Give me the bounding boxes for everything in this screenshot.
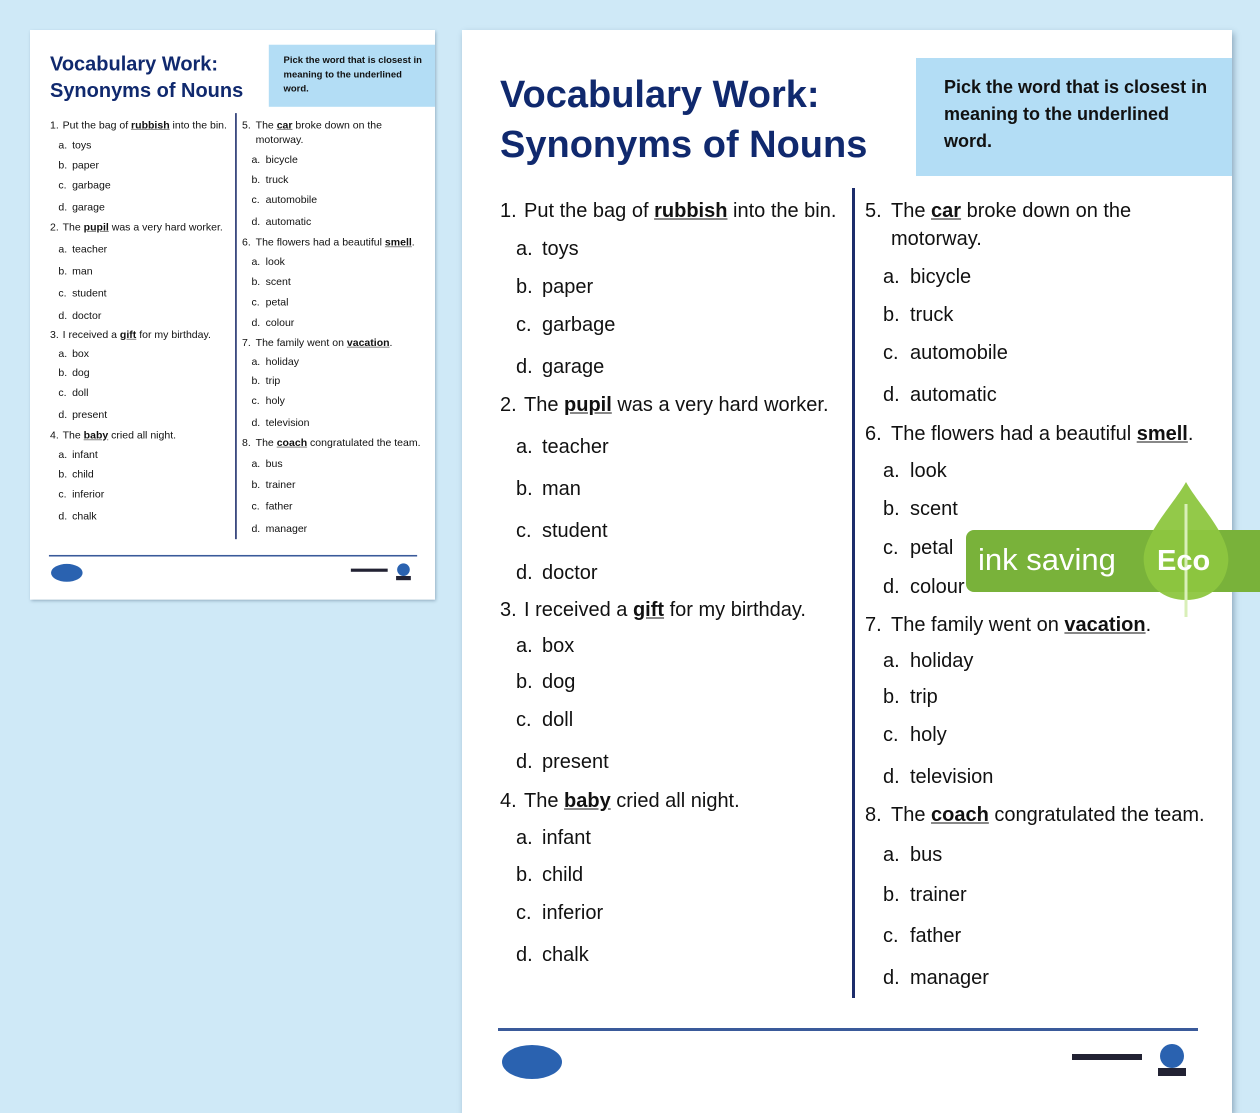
answer-option[interactable] xyxy=(516,475,581,503)
question-post: . xyxy=(1145,614,1152,636)
option-text: scent xyxy=(265,276,291,288)
question-number: 7. xyxy=(865,614,882,636)
option-text: automobile xyxy=(910,342,1008,364)
option-text: bus xyxy=(910,844,943,866)
option-text: father xyxy=(910,925,962,947)
option-text: garage xyxy=(72,201,105,214)
answer-option[interactable] xyxy=(516,559,598,587)
answer-option[interactable] xyxy=(516,353,605,381)
question-number: 5. xyxy=(865,200,882,222)
option-text: automatic xyxy=(265,216,312,228)
underlined-word: rubbish xyxy=(131,119,170,131)
option-text: paper xyxy=(542,276,594,298)
option-letter: a. xyxy=(516,827,533,849)
option-text: teacher xyxy=(542,436,609,458)
instruction-box: Pick the word that is closest in meaning to the underlined word. xyxy=(269,45,435,107)
option-text: bicycle xyxy=(910,266,972,288)
question-number: 2. xyxy=(500,394,517,416)
option-text: truck xyxy=(265,174,289,186)
option-letter: d. xyxy=(516,562,533,584)
question-pre: I received a xyxy=(62,329,120,341)
option-letter: c. xyxy=(58,387,67,399)
option-text: doctor xyxy=(72,309,102,322)
question-text xyxy=(256,235,415,250)
option-letter: c. xyxy=(516,709,532,731)
option-letter: b. xyxy=(516,276,533,298)
option-text: paper xyxy=(72,159,99,171)
option-text: toys xyxy=(542,238,579,260)
option-letter: b. xyxy=(883,686,900,708)
answer-option[interactable] xyxy=(58,200,105,215)
option-text: present xyxy=(72,409,108,421)
option-text: garbage xyxy=(542,314,616,336)
option-text: present xyxy=(542,751,609,773)
option-letter: c. xyxy=(883,342,899,364)
option-letter: b. xyxy=(58,159,68,171)
underlined-word: smell xyxy=(1136,423,1188,445)
question-pre: The family went on xyxy=(255,337,347,349)
answer-option[interactable] xyxy=(251,173,289,188)
option-text: garbage xyxy=(72,179,111,191)
underlined-word: coach xyxy=(931,804,989,826)
option-text: inferior xyxy=(542,902,604,924)
answer-option[interactable] xyxy=(883,339,1008,367)
answer-option[interactable] xyxy=(251,355,299,370)
question-text xyxy=(524,596,806,624)
option-letter: a. xyxy=(883,844,900,866)
option-letter: d. xyxy=(58,309,68,322)
question-number: 2. xyxy=(49,221,59,234)
answer-option[interactable] xyxy=(883,964,989,992)
question-post: broke down on the motorway. xyxy=(891,200,1132,250)
underlined-word: rubbish xyxy=(654,200,728,222)
option-text: box xyxy=(542,635,575,657)
option-text: trip xyxy=(910,686,938,708)
option-text: bus xyxy=(265,458,283,470)
answer-option[interactable] xyxy=(883,841,943,869)
question-post: congratulated the team. xyxy=(988,804,1205,826)
question-number: 6. xyxy=(865,423,882,445)
option-text: petal xyxy=(910,537,954,559)
option-text: teacher xyxy=(72,243,108,256)
option-text: chalk xyxy=(542,944,589,966)
option-text: holiday xyxy=(265,356,299,368)
footer-rule xyxy=(49,555,417,557)
option-letter: c. xyxy=(251,395,260,407)
answer-option[interactable] xyxy=(516,632,575,660)
option-text: infant xyxy=(542,827,591,849)
answer-option[interactable] xyxy=(883,495,958,523)
option-letter: d. xyxy=(883,384,900,406)
question-number: 1. xyxy=(500,200,517,222)
option-text: man xyxy=(72,265,93,278)
option-text: father xyxy=(265,500,293,513)
option-text: petal xyxy=(265,296,289,309)
answer-option[interactable] xyxy=(251,153,298,168)
answer-option[interactable] xyxy=(251,521,308,536)
option-letter: c. xyxy=(516,314,532,336)
answer-option[interactable] xyxy=(516,824,591,852)
option-letter: d. xyxy=(251,522,261,535)
option-text: look xyxy=(265,256,285,268)
option-letter: d. xyxy=(516,751,533,773)
answer-option[interactable] xyxy=(516,235,579,263)
answer-option[interactable] xyxy=(251,275,291,290)
option-text: student xyxy=(72,287,107,300)
option-text: doll xyxy=(542,709,574,731)
option-letter: b. xyxy=(883,304,900,326)
option-letter: d. xyxy=(883,766,900,788)
title-line: Vocabulary Work: xyxy=(500,74,820,116)
answer-option[interactable] xyxy=(883,763,994,791)
answer-option[interactable] xyxy=(883,263,972,291)
question-post: was a very hard worker. xyxy=(108,221,223,234)
answer-option[interactable] xyxy=(58,487,105,502)
question-post: into the bin. xyxy=(169,119,227,131)
answer-option[interactable] xyxy=(516,706,574,734)
instruction-box: Pick the word that is closest in meaning to the underlined word. xyxy=(916,58,1232,176)
question-pre: The xyxy=(524,790,565,812)
option-text: holy xyxy=(910,724,947,746)
answer-option[interactable] xyxy=(883,457,947,485)
option-letter: d. xyxy=(58,201,68,214)
question-text xyxy=(524,391,829,419)
question-post: was a very hard worker. xyxy=(611,394,829,416)
answer-option[interactable] xyxy=(251,499,293,514)
question-number: 8. xyxy=(865,804,882,826)
question-text xyxy=(891,197,1181,253)
underlined-word: smell xyxy=(384,236,412,249)
option-letter: a. xyxy=(58,348,68,360)
option-text: infant xyxy=(72,449,98,461)
option-letter: a. xyxy=(58,449,68,461)
option-text: colour xyxy=(910,576,965,598)
answer-option[interactable] xyxy=(58,408,108,423)
question-number: 3. xyxy=(500,599,517,621)
underlined-word: gift xyxy=(632,599,665,621)
answer-option[interactable] xyxy=(58,448,98,463)
option-letter: a. xyxy=(251,458,261,470)
option-text: inferior xyxy=(72,488,105,501)
option-letter: d. xyxy=(883,576,900,598)
option-letter: b. xyxy=(251,479,261,491)
answer-option[interactable] xyxy=(58,178,111,193)
answer-option[interactable] xyxy=(58,509,97,524)
option-text: doll xyxy=(72,387,89,399)
question-number: 4. xyxy=(500,790,517,812)
option-text: television xyxy=(265,417,310,429)
option-letter: b. xyxy=(516,478,533,500)
question-text xyxy=(63,220,223,235)
option-text: chalk xyxy=(72,510,97,523)
answer-option[interactable] xyxy=(883,301,954,329)
question-number: 1. xyxy=(49,119,59,131)
answer-option[interactable] xyxy=(251,316,295,331)
option-text: trip xyxy=(265,375,281,387)
option-text: trainer xyxy=(265,479,296,491)
answer-option[interactable] xyxy=(516,517,608,545)
eco-label: Eco xyxy=(1157,545,1211,577)
option-letter: a. xyxy=(251,256,261,268)
option-text: holiday xyxy=(910,650,974,672)
question-text xyxy=(891,611,1151,639)
option-letter: c. xyxy=(251,500,260,513)
question-pre: The xyxy=(62,221,84,234)
title-line: Vocabulary Work: xyxy=(49,53,219,76)
question-pre: Put the bag of xyxy=(62,119,132,131)
answer-option[interactable] xyxy=(883,381,997,409)
question-pre: The xyxy=(524,394,565,416)
option-letter: d. xyxy=(251,317,261,329)
option-letter: c. xyxy=(251,296,260,309)
footer-rule xyxy=(498,1028,1198,1031)
option-letter: b. xyxy=(516,671,533,693)
underlined-word: coach xyxy=(276,437,308,449)
question-pre: The family went on xyxy=(891,614,1065,636)
answer-option[interactable] xyxy=(516,668,576,696)
answer-option[interactable] xyxy=(58,366,90,381)
ink-saving-label: ink saving xyxy=(978,542,1116,577)
title-line: Synonyms of Nouns xyxy=(49,79,244,102)
question-pre: The xyxy=(255,437,277,449)
option-text: manager xyxy=(910,967,989,989)
option-letter: a. xyxy=(516,436,533,458)
question-pre: The flowers had a beautiful xyxy=(255,236,385,249)
question-text xyxy=(891,420,1193,448)
option-letter: b. xyxy=(251,174,261,186)
option-text: holy xyxy=(265,395,285,407)
footer-credit xyxy=(1072,1054,1142,1060)
option-letter: a. xyxy=(516,635,533,657)
answer-option[interactable] xyxy=(251,295,289,310)
question-pre: The xyxy=(255,119,277,131)
question-post: congratulated the team. xyxy=(307,437,421,449)
worksheet-thumbnail[interactable] xyxy=(30,30,435,600)
answer-option[interactable] xyxy=(58,386,89,401)
answer-option[interactable] xyxy=(516,899,604,927)
answer-option[interactable] xyxy=(58,286,107,301)
option-letter: c. xyxy=(516,902,532,924)
option-letter: b. xyxy=(58,367,68,379)
answer-option[interactable] xyxy=(251,478,296,493)
answer-option[interactable] xyxy=(883,922,962,950)
option-letter: b. xyxy=(883,498,900,520)
question-pre: The xyxy=(62,429,84,442)
underlined-word: vacation xyxy=(1064,614,1146,636)
answer-option[interactable] xyxy=(516,311,616,339)
option-letter: c. xyxy=(58,488,67,501)
worksheet-title xyxy=(50,51,243,104)
answer-option[interactable] xyxy=(251,416,310,431)
option-text: automobile xyxy=(265,194,318,206)
question-number: 7. xyxy=(241,337,251,349)
option-letter: a. xyxy=(251,154,261,166)
question-pre: Put the bag of xyxy=(524,200,655,222)
answer-option[interactable] xyxy=(883,683,938,711)
option-letter: d. xyxy=(58,409,68,421)
footer-badge-icon xyxy=(1152,1040,1192,1080)
answer-option[interactable] xyxy=(883,534,954,562)
footer-credit xyxy=(351,569,388,572)
answer-option[interactable] xyxy=(58,467,94,482)
option-letter: c. xyxy=(516,520,532,542)
option-text: garage xyxy=(542,356,605,378)
answer-option[interactable] xyxy=(251,373,281,388)
question-text xyxy=(524,197,836,225)
answer-option[interactable] xyxy=(58,264,93,279)
option-text: scent xyxy=(910,498,958,520)
option-text: automatic xyxy=(910,384,997,406)
option-letter: a. xyxy=(516,238,533,260)
option-letter: c. xyxy=(251,194,260,206)
option-letter: c. xyxy=(58,179,67,191)
question-pre: The flowers had a beautiful xyxy=(891,423,1137,445)
question-number: 4. xyxy=(49,429,59,442)
question-pre: I received a xyxy=(524,599,633,621)
option-letter: b. xyxy=(58,265,68,278)
title-line: Synonyms of Nouns xyxy=(500,124,868,166)
question-post: cried all night. xyxy=(610,790,740,812)
answer-option[interactable] xyxy=(516,861,584,889)
question-text xyxy=(524,787,740,815)
question-number: 8. xyxy=(241,437,251,449)
question-post: . xyxy=(1187,423,1194,445)
underlined-word: baby xyxy=(564,790,611,812)
option-letter: a. xyxy=(251,356,261,368)
answer-option[interactable] xyxy=(883,647,974,675)
option-letter: d. xyxy=(883,967,900,989)
question-text xyxy=(256,118,409,147)
option-letter: d. xyxy=(516,944,533,966)
publisher-logo xyxy=(502,1045,562,1079)
answer-option[interactable] xyxy=(251,393,285,408)
option-text: look xyxy=(910,460,947,482)
option-letter: c. xyxy=(883,537,899,559)
option-letter: c. xyxy=(58,287,67,300)
underlined-word: vacation xyxy=(346,337,390,349)
question-post: for my birthday. xyxy=(664,599,806,621)
answer-option[interactable] xyxy=(58,138,92,153)
option-letter: d. xyxy=(58,510,68,523)
question-post: cried all night. xyxy=(108,429,177,442)
answer-option[interactable] xyxy=(251,457,283,472)
answer-option[interactable] xyxy=(516,433,609,461)
option-text: manager xyxy=(265,522,308,535)
question-text xyxy=(256,436,421,451)
option-text: colour xyxy=(265,317,295,329)
option-text: trainer xyxy=(910,884,967,906)
question-text xyxy=(63,118,227,133)
option-letter: a. xyxy=(58,139,68,151)
option-text: doctor xyxy=(542,562,598,584)
option-text: man xyxy=(542,478,581,500)
question-post: . xyxy=(389,337,393,349)
answer-option[interactable] xyxy=(251,255,285,270)
underlined-word: pupil xyxy=(564,394,612,416)
option-letter: c. xyxy=(883,925,899,947)
option-text: dog xyxy=(542,671,576,693)
underlined-word: pupil xyxy=(83,221,109,234)
answer-option[interactable] xyxy=(251,215,312,230)
question-pre: The xyxy=(891,200,932,222)
question-post: for my birthday. xyxy=(136,329,211,341)
answer-option[interactable] xyxy=(251,193,318,208)
option-text: television xyxy=(910,766,994,788)
answer-option[interactable] xyxy=(883,721,947,749)
column-divider xyxy=(852,188,855,998)
option-letter: b. xyxy=(883,884,900,906)
option-text: student xyxy=(542,520,608,542)
answer-option[interactable] xyxy=(516,748,609,776)
option-text: child xyxy=(542,864,584,886)
option-letter: d. xyxy=(251,417,261,429)
underlined-word: car xyxy=(276,119,293,131)
question-pre: The xyxy=(891,804,932,826)
question-post: . xyxy=(411,236,415,249)
option-letter: a. xyxy=(883,266,900,288)
question-post: broke down on the motorway. xyxy=(255,119,382,146)
footer-badge-icon xyxy=(393,561,414,582)
publisher-logo xyxy=(51,564,83,582)
option-letter: b. xyxy=(516,864,533,886)
option-letter: d. xyxy=(251,216,261,228)
option-letter: a. xyxy=(883,460,900,482)
option-letter: a. xyxy=(58,243,68,256)
option-letter: d. xyxy=(516,356,533,378)
option-text: box xyxy=(72,348,90,360)
answer-option[interactable] xyxy=(58,158,99,173)
answer-option[interactable] xyxy=(58,242,108,257)
question-text xyxy=(256,336,393,351)
answer-option[interactable] xyxy=(58,347,90,362)
option-letter: b. xyxy=(251,276,261,288)
answer-option[interactable] xyxy=(516,941,589,969)
question-number: 5. xyxy=(241,119,251,131)
answer-option[interactable] xyxy=(516,273,594,301)
question-number: 3. xyxy=(49,329,59,341)
option-text: toys xyxy=(72,139,92,151)
option-text: dog xyxy=(72,367,90,379)
question-post: into the bin. xyxy=(727,200,837,222)
question-text xyxy=(63,428,176,443)
option-text: truck xyxy=(910,304,954,326)
underlined-word: baby xyxy=(83,429,109,442)
worksheet-title xyxy=(500,70,867,170)
answer-option[interactable] xyxy=(58,308,102,323)
question-text xyxy=(63,328,211,343)
option-text: child xyxy=(72,468,94,481)
underlined-word: car xyxy=(931,200,962,222)
option-letter: b. xyxy=(58,468,68,481)
option-letter: c. xyxy=(883,724,899,746)
question-number: 6. xyxy=(241,236,251,249)
column-divider xyxy=(235,113,237,539)
option-letter: a. xyxy=(883,650,900,672)
question-text xyxy=(891,801,1205,829)
answer-option[interactable] xyxy=(883,573,965,601)
underlined-word: gift xyxy=(119,329,137,341)
answer-option[interactable] xyxy=(883,881,967,909)
option-text: bicycle xyxy=(265,154,298,166)
option-letter: b. xyxy=(251,375,261,387)
